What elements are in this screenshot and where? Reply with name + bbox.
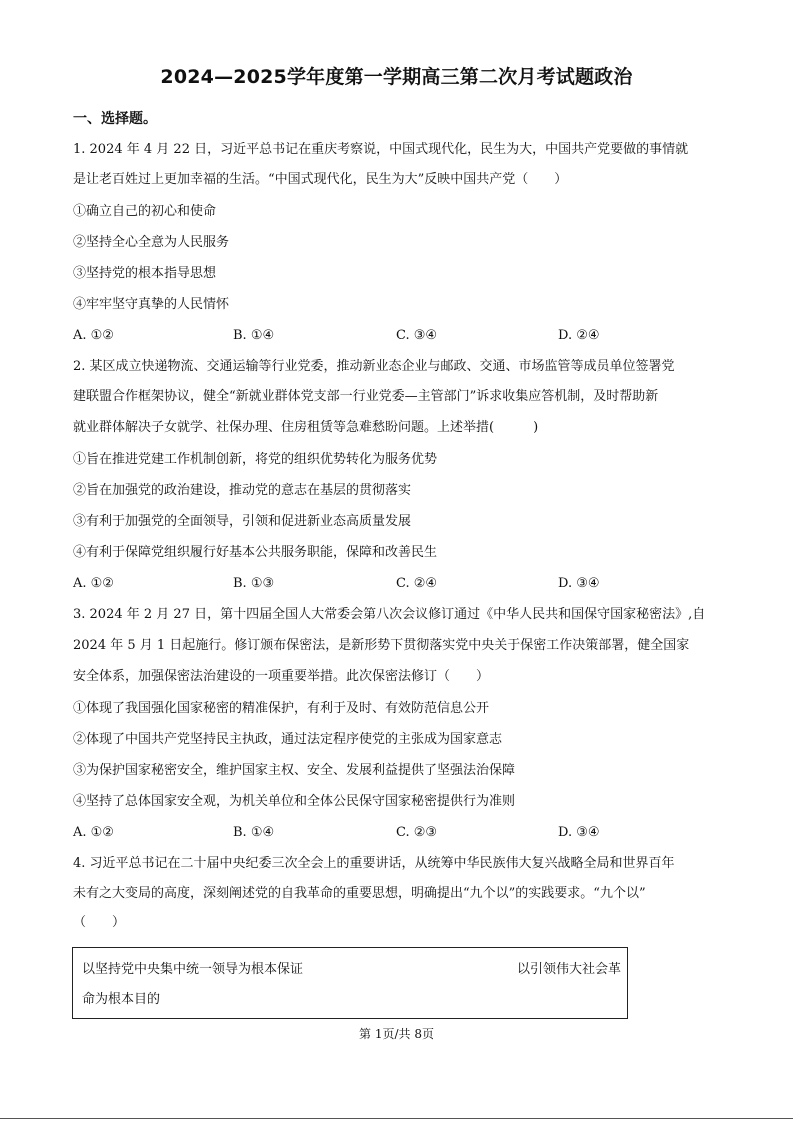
q2-option-b: B. ①③ — [233, 576, 275, 591]
q1-item-1: ①确立自己的初心和使命 — [73, 204, 217, 219]
q1-option-c: C. ③④ — [396, 328, 438, 343]
q1-item-3: ③坚持党的根本指导思想 — [73, 266, 217, 281]
q1-option-b: B. ①④ — [233, 328, 275, 343]
q1-stem-line-2: 是让老百姓过上更加幸福的生活。“中国式现代化，民生为大”反映中国共产党（ ） — [73, 172, 568, 187]
q1-option-d: D. ②④ — [558, 328, 600, 343]
q3-option-d: D. ③④ — [558, 825, 600, 840]
page-title: 2024—2025学年度第一学期高三第二次月考试题政治 — [160, 66, 633, 88]
q1-option-a: A. ①② — [73, 328, 114, 343]
q2-option-a: A. ①② — [73, 576, 114, 591]
q4-box-right-text: 以引领伟大社会革 — [516, 962, 621, 977]
q3-stem-line-1: 3. 2024 年 2 月 27 日，第十四届全国人大常委会第八次会议修订通过《中华人民共和国保守国家秘密法》,自 — [73, 607, 706, 622]
section-heading: 一、选择题。 — [73, 111, 157, 127]
page-footer: 第 1页/共 8页 — [359, 1027, 434, 1041]
q3-stem-line-2: 2024 年 5 月 1 日起施行。修订颁布保密法，是新形势下贯彻落实党中央关于保密工作决策部署，健全国家 — [73, 638, 690, 653]
q4-box-left-text: 以坚持党中央集中统一领导为根本保证 — [82, 962, 304, 977]
q3-option-b: B. ①④ — [233, 825, 275, 840]
q2-item-3: ③有利于加强党的全面领导，引领和促进新业态高质量发展 — [73, 514, 412, 529]
q2-item-1: ①旨在推进党建工作机制创新，将党的组织优势转化为服务优势 — [73, 452, 438, 467]
q4-stem-line-2: 未有之大变局的高度，深刻阐述党的自我革命的重要思想，明确提出“九个以”的实践要求。“九个以” — [73, 886, 646, 901]
bottom-divider — [0, 1118, 793, 1119]
q2-stem-line-1: 2. 某区成立快递物流、交通运输等行业党委，推动新业态企业与邮政、交通、市场监管等成员单位签署党 — [73, 359, 675, 374]
q3-item-4: ④坚持了总体国家安全观，为机关单位和全体公民保守国家秘密提供行为准则 — [73, 794, 516, 809]
q2-item-2: ②旨在加强党的政治建设，推动党的意志在基层的贯彻落实 — [73, 483, 412, 498]
q3-option-a: A. ①② — [73, 825, 114, 840]
q2-item-4: ④有利于保障党组织履行好基本公共服务职能，保障和改善民生 — [73, 545, 438, 560]
q3-stem-line-3: 安全体系，加强保密法治建设的一项重要举措。此次保密法修订（ ） — [73, 669, 490, 684]
q4-material-box — [72, 947, 628, 1019]
q1-item-4: ④牢牢坚守真挚的人民情怀 — [73, 297, 230, 312]
q1-item-2: ②坚持全心全意为人民服务 — [73, 235, 230, 250]
q2-stem-line-3: 就业群体解决子女就学、社保办理、住房租赁等急难愁盼问题。上述举措( ) — [73, 420, 539, 435]
q3-option-c: C. ②③ — [396, 825, 438, 840]
q3-item-3: ③为保护国家秘密安全，维护国家主权、安全、发展利益提供了坚强法治保障 — [73, 763, 516, 778]
q4-box-line-2: 命为根本目的 — [82, 992, 161, 1007]
q2-stem-line-2: 建联盟合作框架协议，健全“新就业群体党支部一行业党委—主管部门”诉求收集应答机制，及时帮助新 — [73, 389, 659, 404]
q1-stem-line-1: 1. 2024 年 4 月 22 日，习近平总书记在重庆考察说，中国式现代化，民生为大，中国共产党要做的事情就 — [73, 142, 689, 157]
q2-option-c: C. ②④ — [396, 576, 438, 591]
q2-option-d: D. ③④ — [558, 576, 600, 591]
q4-stem-line-1: 4. 习近平总书记在二十届中央纪委三次全会上的重要讲话，从统筹中华民族伟大复兴战略全局和世界百年 — [73, 856, 675, 871]
q4-stem-line-3: （ ） — [73, 915, 126, 930]
q3-item-2: ②体现了中国共产党坚持民主执政，通过法定程序使党的主张成为国家意志 — [73, 732, 503, 747]
q3-item-1: ①体现了我国强化国家秘密的精准保护，有利于及时、有效防范信息公开 — [73, 701, 490, 716]
